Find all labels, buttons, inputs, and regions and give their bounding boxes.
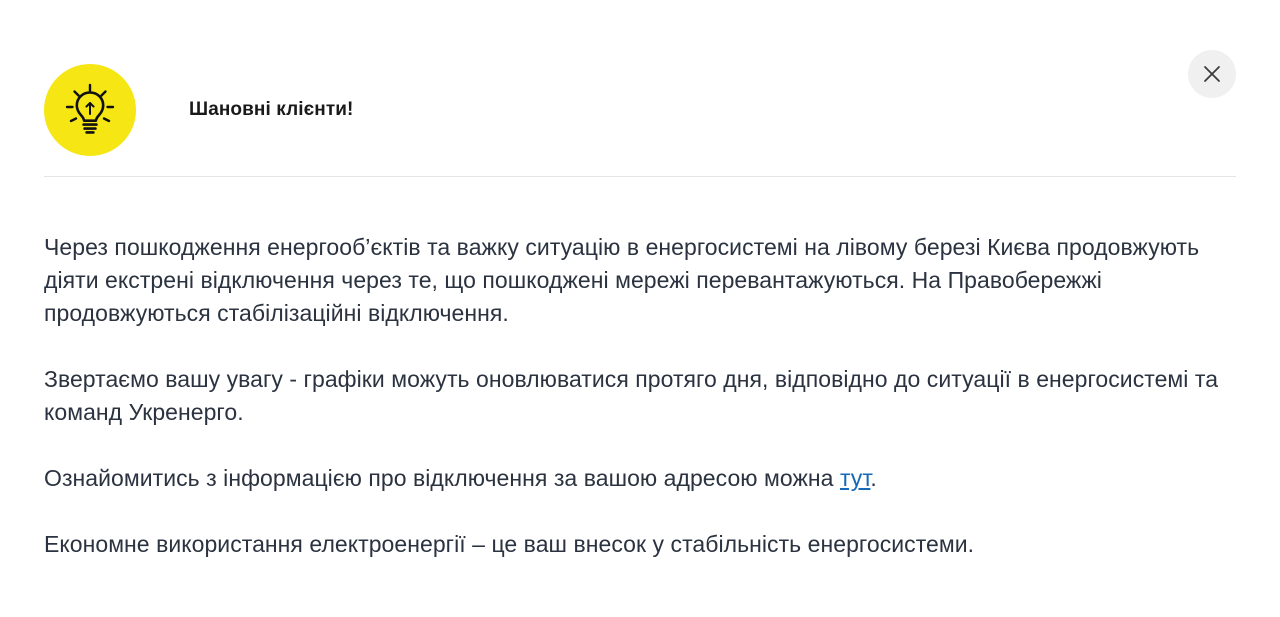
notice-paragraph-3: [44, 462, 1224, 495]
paragraph-3-text-after: .: [870, 465, 877, 491]
dialog-header: [0, 0, 1280, 176]
notice-paragraph-2: Звертаємо вашу увагу - графіки можуть оновлюватися протяго дня, відповідно до ситуації в енергосистемі та команд Укренерго.: [44, 366, 1219, 425]
notice-paragraph-4: Економне використання електроенергії – це ваш внесок у стабільність енергосистеми.: [44, 531, 975, 557]
close-icon[interactable]: [1188, 50, 1236, 98]
notice-paragraph-1: Через пошкодження енергооб’єктів та важку ситуацію в енергосистемі на лівому березі Києва продовжують діяти екстрені відключення через те, що пошкоджені мережі перевантажуються. На Правобережжі продовжуються стабілізаційні відключення.: [44, 234, 1200, 326]
dialog-body: [0, 177, 1280, 561]
dialog-title: Шановні клієнти!: [189, 98, 354, 120]
lightbulb-icon: [44, 64, 136, 156]
outage-info-link[interactable]: тут: [839, 465, 871, 491]
paragraph-3-text-before: Ознайомитись з інформацією про відключення за вашою адресою можна: [44, 465, 840, 491]
